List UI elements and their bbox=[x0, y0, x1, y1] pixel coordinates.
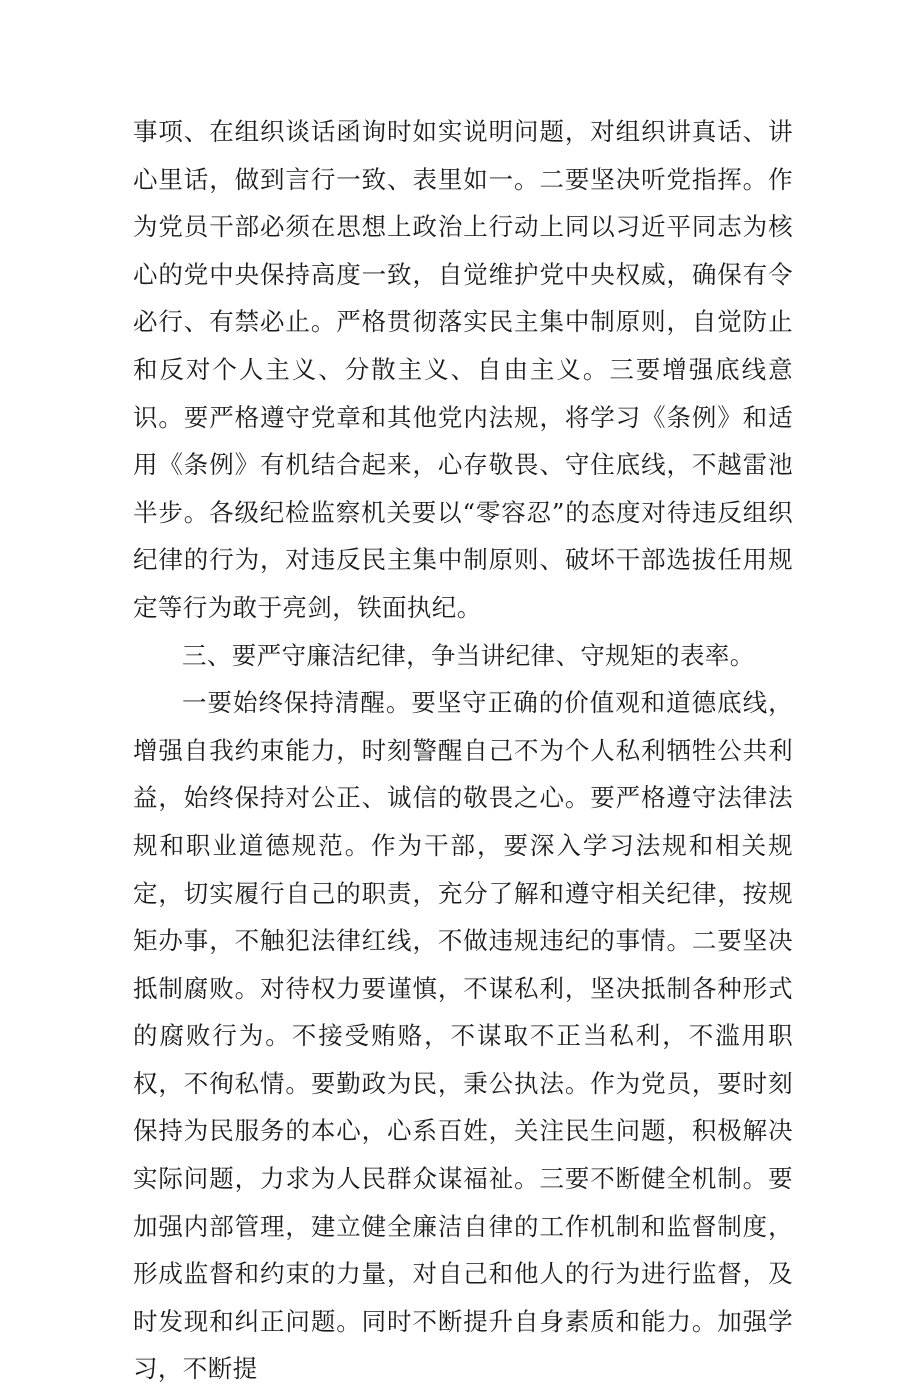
paragraph-organizational-discipline-continued: 事项、在组织谈话函询时如实说明问题，对组织讲真话、讲心里话，做到言行一致、表里如一。二要坚决听党指挥。作为党员干部必须在思想上政治上行动上同以习近平同志为核心的党中央保持高度一致，自觉维护党中央权威，确保有令必行、有禁必止。严格贯彻落实民主集中制原则，自觉防止和反对个人主义、分散主义、自由主义。三要增强底线意识。要严格遵守党章和其他党内法规，将学习《条例》和适用《条例》有机结合起来，心存敬畏、守住底线，不越雷池半步。各级纪检监察机关要以“零容忍”的态度对待违反组织纪律的行为，对违反民主集中制原则、破坏干部选拔任用规定等行为敢于亮剑，铁面执纪。 bbox=[133, 117, 793, 622]
section-heading-integrity-discipline: 三、要严守廉洁纪律，争当讲纪律、守规矩的表率。 bbox=[182, 640, 755, 670]
paragraph-integrity-discipline: 一要始终保持清醒。要坚守正确的价值观和道德底线，增强自我约束能力，时刻警醒自己不为个人私利牺牲公共利益，始终保持对公正、诚信的敬畏之心。要严格遵守法律法规和职业道德规范。作为干部，要深入学习法规和相关规定，切实履行自己的职责，充分了解和遵守相关纪律，按规矩办事，不触犯法律红线，不做违规违纪的事情。二要坚决抵制腐败。对待权力要谨慎，不谋私利，坚决抵制各种形式的腐败行为。不接受贿赂，不谋取不正当私利，不滥用职权，不徇私情。要勤政为民，秉公执法。作为党员，要时刻保持为民服务的本心，心系百姓，关注民生问题，积极解决实际问题，力求为人民群众谋福祉。三要不断健全机制。要加强内部管理，建立健全廉洁自律的工作机制和监督制度，形成监督和约束的力量，对自己和他人的行为进行监督，及时发现和纠正问题。同时不断提升自身素质和能力。加强学习，不断提 bbox=[133, 688, 793, 1384]
document-body bbox=[133, 108, 793, 1393]
